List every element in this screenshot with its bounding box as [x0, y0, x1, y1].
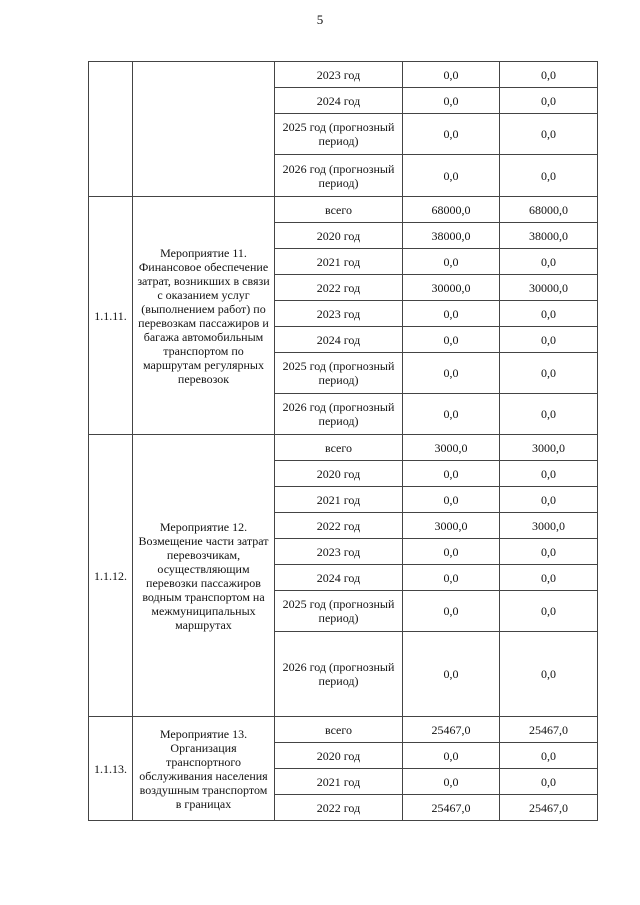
- period-cell: 2023 год: [275, 62, 403, 88]
- value-cell: 3000,0: [403, 435, 500, 461]
- value-cell: 3000,0: [500, 435, 598, 461]
- value-cell: 25467,0: [500, 717, 598, 743]
- value-cell: 0,0: [500, 769, 598, 795]
- value-cell: 0,0: [500, 155, 598, 197]
- value-cell: 0,0: [500, 394, 598, 435]
- value-cell: 0,0: [500, 743, 598, 769]
- value-cell: 0,0: [403, 301, 500, 327]
- period-cell: 2020 год: [275, 223, 403, 249]
- item-code: 1.1.11.: [89, 197, 133, 435]
- value-cell: 0,0: [500, 539, 598, 565]
- value-cell: 25467,0: [403, 795, 500, 821]
- value-cell: 0,0: [403, 88, 500, 114]
- period-cell: 2025 год (прогнозный период): [275, 353, 403, 394]
- period-cell: 2024 год: [275, 88, 403, 114]
- value-cell: 0,0: [500, 114, 598, 155]
- value-cell: 0,0: [403, 591, 500, 632]
- item-code: 1.1.12.: [89, 435, 133, 717]
- value-cell: 0,0: [403, 539, 500, 565]
- period-cell: 2021 год: [275, 249, 403, 275]
- value-cell: 3000,0: [403, 513, 500, 539]
- value-cell: 0,0: [500, 565, 598, 591]
- page-number: 5: [316, 12, 324, 27]
- table-row: [89, 435, 598, 461]
- period-cell: всего: [275, 197, 403, 223]
- period-cell: всего: [275, 717, 403, 743]
- value-cell: 0,0: [500, 327, 598, 353]
- value-cell: 0,0: [403, 327, 500, 353]
- table-row: [89, 717, 598, 743]
- value-cell: 0,0: [403, 62, 500, 88]
- period-cell: 2022 год: [275, 513, 403, 539]
- period-cell: 2020 год: [275, 743, 403, 769]
- value-cell: 0,0: [500, 353, 598, 394]
- period-cell: 2022 год: [275, 275, 403, 301]
- value-cell: 0,0: [403, 394, 500, 435]
- value-cell: 0,0: [403, 155, 500, 197]
- item-name: Мероприятие 13. Организация транспортного обслуживания населения воздушным транспортом в границах: [133, 717, 275, 821]
- period-cell: 2025 год (прогнозный период): [275, 591, 403, 632]
- value-cell: 38000,0: [403, 223, 500, 249]
- value-cell: 68000,0: [500, 197, 598, 223]
- value-cell: 0,0: [500, 249, 598, 275]
- value-cell: 30000,0: [403, 275, 500, 301]
- value-cell: 30000,0: [500, 275, 598, 301]
- table-row: [89, 62, 598, 88]
- budget-table: [88, 61, 598, 821]
- value-cell: 0,0: [500, 632, 598, 717]
- value-cell: 3000,0: [500, 513, 598, 539]
- item-name: Мероприятие 11. Финансовое обеспечение затрат, возникших в связи с оказанием услуг (выполнением работ) по перевозкам пассажиров и багажа автомобильным транспортом по маршрутам регулярных перевозок: [133, 197, 275, 435]
- value-cell: 38000,0: [500, 223, 598, 249]
- value-cell: 0,0: [500, 487, 598, 513]
- name-cell-continued: [133, 62, 275, 197]
- period-cell: 2020 год: [275, 461, 403, 487]
- value-cell: 0,0: [403, 461, 500, 487]
- period-cell: 2024 год: [275, 327, 403, 353]
- period-cell: всего: [275, 435, 403, 461]
- value-cell: 0,0: [403, 743, 500, 769]
- period-cell: 2024 год: [275, 565, 403, 591]
- period-cell: 2026 год (прогнозный период): [275, 632, 403, 717]
- period-cell: 2026 год (прогнозный период): [275, 155, 403, 197]
- value-cell: 0,0: [500, 301, 598, 327]
- value-cell: 68000,0: [403, 197, 500, 223]
- value-cell: 0,0: [500, 591, 598, 632]
- value-cell: 0,0: [403, 769, 500, 795]
- value-cell: 0,0: [500, 88, 598, 114]
- period-cell: 2025 год (прогнозный период): [275, 114, 403, 155]
- period-cell: 2023 год: [275, 539, 403, 565]
- value-cell: 0,0: [403, 487, 500, 513]
- value-cell: 0,0: [403, 353, 500, 394]
- period-cell: 2021 год: [275, 487, 403, 513]
- value-cell: 0,0: [403, 565, 500, 591]
- period-cell: 2026 год (прогнозный период): [275, 394, 403, 435]
- value-cell: 0,0: [403, 114, 500, 155]
- period-cell: 2021 год: [275, 769, 403, 795]
- code-cell-continued: [89, 62, 133, 197]
- value-cell: 25467,0: [500, 795, 598, 821]
- item-name: Мероприятие 12. Возмещение части затрат перевозчикам, осуществляющим перевозки пассажиров водным транспортом на межмуниципальных маршрутах: [133, 435, 275, 717]
- value-cell: 0,0: [403, 632, 500, 717]
- period-cell: 2022 год: [275, 795, 403, 821]
- value-cell: 0,0: [500, 62, 598, 88]
- value-cell: 25467,0: [403, 717, 500, 743]
- period-cell: 2023 год: [275, 301, 403, 327]
- item-code: 1.1.13.: [89, 717, 133, 821]
- table-row: [89, 197, 598, 223]
- value-cell: 0,0: [500, 461, 598, 487]
- value-cell: 0,0: [403, 249, 500, 275]
